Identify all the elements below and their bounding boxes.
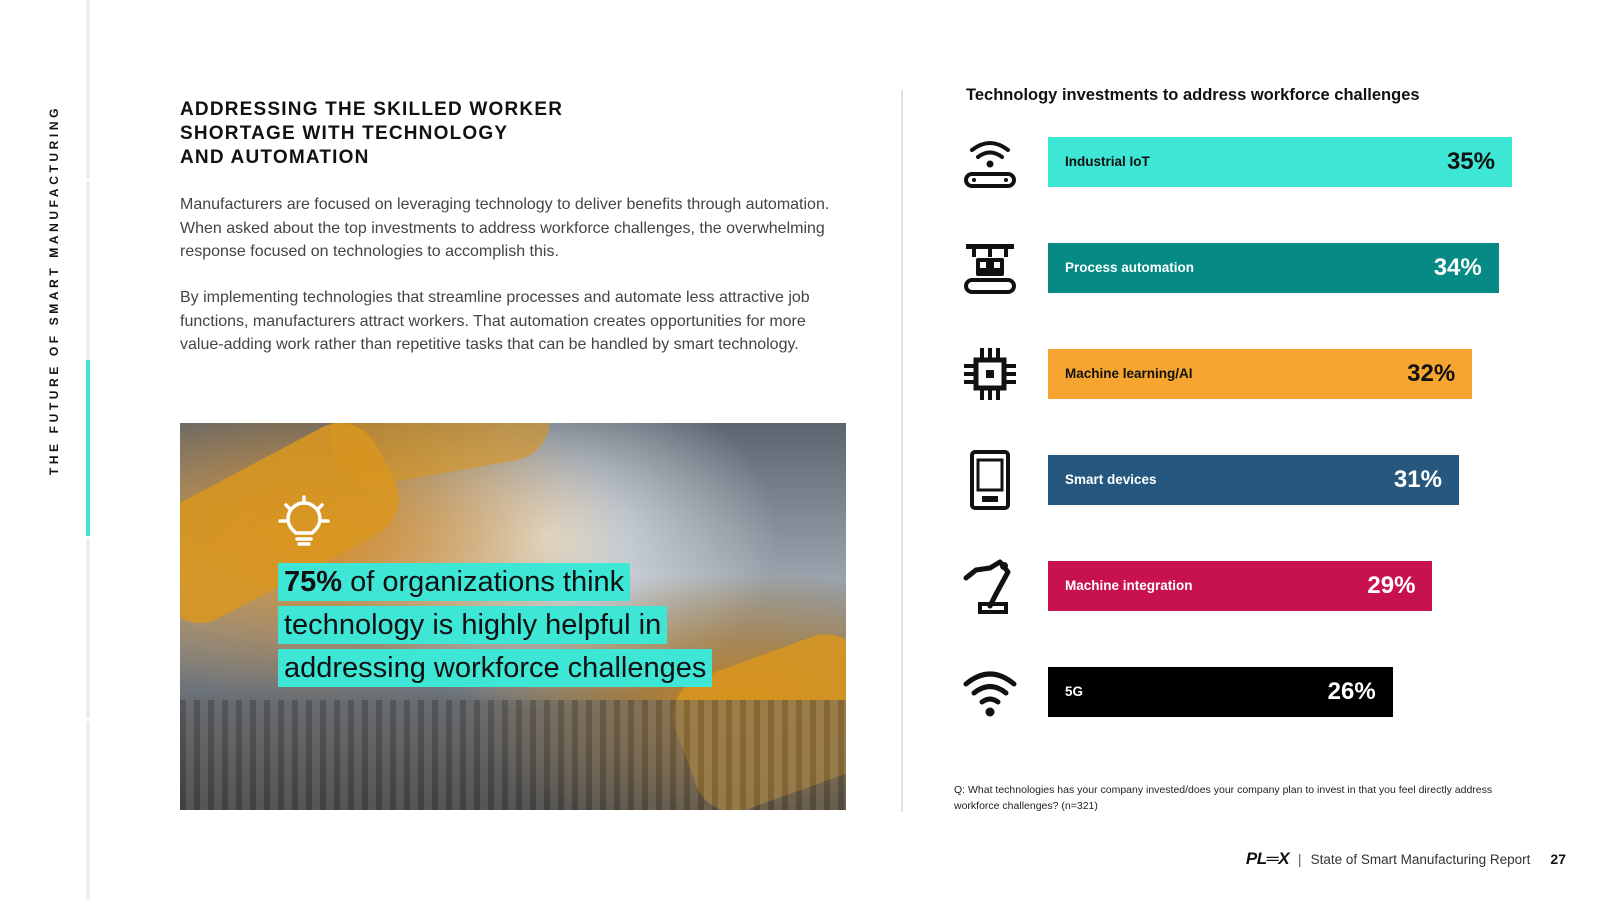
lightbulb-icon xyxy=(276,493,332,549)
bar-category-label: Industrial IoT xyxy=(1065,154,1150,169)
article-paragraph-1: Manufacturers are focused on leveraging technology to deliver benefits through automation. When asked about the top investments to address workforce challenges, the overwhelming response focused on technologies to accomplish this. xyxy=(180,196,830,260)
page-number: 27 xyxy=(1550,851,1566,867)
logo-part: PL xyxy=(1245,849,1267,868)
callout-stat: 75% xyxy=(284,566,343,598)
bar-category-label: Machine learning/AI xyxy=(1065,366,1193,381)
chart-row xyxy=(960,455,1560,505)
callout-line-2: technology is highly helpful in xyxy=(278,606,667,644)
chart-row xyxy=(960,561,1560,611)
bar-value-label: 34% xyxy=(1433,254,1482,281)
bar-chart xyxy=(960,130,1560,740)
chart-bar xyxy=(1048,455,1459,505)
logo-part: ═ xyxy=(1266,849,1279,868)
robot-arm-icon xyxy=(960,556,1020,616)
plex-logo xyxy=(1246,849,1289,869)
ai-chip-icon xyxy=(960,344,1020,404)
bar-category-label: Process automation xyxy=(1065,260,1195,275)
report-name: State of Smart Manufacturing Report xyxy=(1310,851,1531,867)
rail-divider xyxy=(86,536,90,539)
chart-bar xyxy=(1048,243,1499,293)
bar-category-label: Smart devices xyxy=(1065,472,1157,487)
survey-footnote: Q: What technologies has your company invested/does your company plan to invest in that you feel directly address workforce challenges? (n=321) xyxy=(954,784,1493,812)
rail-divider xyxy=(86,178,90,181)
section-label-text: THE FUTURE OF SMART MANUFACTURING xyxy=(47,104,61,476)
chart-row xyxy=(960,137,1560,187)
logo-part: X xyxy=(1278,849,1290,868)
stat-callout xyxy=(278,563,712,692)
bar-value-label: 32% xyxy=(1407,360,1456,387)
progress-rail xyxy=(86,0,90,900)
callout-line-3: addressing workforce challenges xyxy=(278,649,712,687)
bar-category-label: Machine integration xyxy=(1065,578,1193,593)
rail-active-segment xyxy=(86,360,90,536)
section-vertical-label xyxy=(44,90,64,490)
chart-bar xyxy=(1048,667,1393,717)
chart-row xyxy=(960,667,1560,717)
callout-line-1 xyxy=(278,563,630,601)
bar-value-label: 35% xyxy=(1446,148,1495,175)
conveyor-floor xyxy=(180,700,846,810)
chart-row xyxy=(960,243,1560,293)
page-footer xyxy=(1246,849,1566,869)
article-paragraph-2: By implementing technologies that streamline processes and automate less attractive job functions, manufacturers attract workers. That automation creates opportunities for more value-adding work rather than repetitive tasks that can be handled by smart technology. xyxy=(180,289,810,353)
bar-value-label: 29% xyxy=(1367,572,1416,599)
bar-value-label: 26% xyxy=(1327,678,1376,705)
chart-bar xyxy=(1048,561,1432,611)
rail-divider xyxy=(86,718,90,721)
chart-bar xyxy=(1048,349,1472,399)
article-title: ADDRESSING THE SKILLED WORKER SHORTAGE WITH TECHNOLOGY AND AUTOMATION xyxy=(180,99,564,168)
factory-robot-photo xyxy=(180,423,846,810)
bar-category-label: 5G xyxy=(1065,684,1084,699)
column-divider xyxy=(901,90,903,812)
chart-title: Technology investments to address workforce challenges xyxy=(966,86,1420,104)
callout-line-1-text: of organizations think xyxy=(342,566,625,598)
robot-arm-blur xyxy=(324,423,556,491)
smartphone-icon xyxy=(960,450,1020,510)
factory-conveyor-icon xyxy=(960,238,1020,298)
wifi-icon xyxy=(960,662,1020,722)
bar-value-label: 31% xyxy=(1393,466,1442,493)
chart-bar xyxy=(1048,137,1512,187)
iot-router-icon xyxy=(960,132,1020,192)
chart-row xyxy=(960,349,1560,399)
footer-separator: | xyxy=(1298,851,1302,867)
